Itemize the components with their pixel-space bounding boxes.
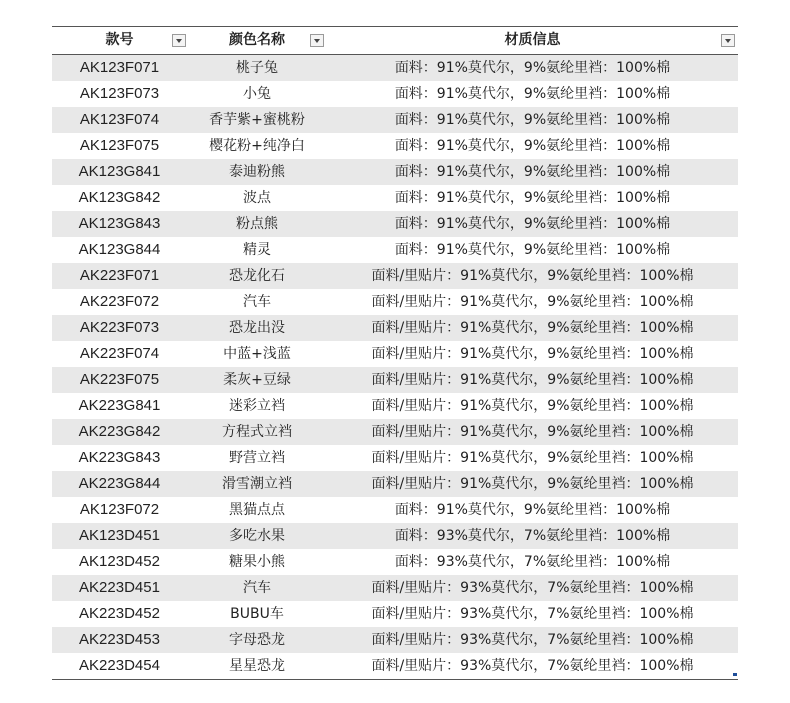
- cell-color-name[interactable]: 星星恐龙: [229, 658, 285, 674]
- cell-style-code[interactable]: AK223D453: [79, 631, 160, 648]
- table-row[interactable]: [52, 315, 738, 341]
- cell-color-name[interactable]: 野营立裆: [229, 450, 285, 466]
- table-row[interactable]: [52, 263, 738, 289]
- cell-material-info[interactable]: 面料：91%莫代尔，9%氨纶里裆：100%棉: [394, 216, 671, 232]
- cell-style-code[interactable]: AK223D452: [79, 605, 160, 622]
- table-row[interactable]: [52, 107, 738, 133]
- fill-handle[interactable]: [733, 673, 737, 676]
- table-row[interactable]: [52, 393, 738, 419]
- column-header-material[interactable]: 材质信息: [504, 32, 561, 48]
- table-row[interactable]: [52, 289, 738, 315]
- filter-dropdown-icon[interactable]: [721, 34, 735, 47]
- table-row[interactable]: [52, 419, 738, 445]
- cell-color-name[interactable]: 桃子兔: [236, 60, 278, 76]
- cell-style-code[interactable]: AK123D451: [79, 527, 160, 544]
- cell-color-name[interactable]: 粉点熊: [236, 216, 278, 232]
- table-row[interactable]: [52, 81, 738, 107]
- cell-style-code[interactable]: AK223G841: [78, 397, 161, 414]
- cell-style-code[interactable]: AK123F072: [79, 501, 160, 518]
- filter-dropdown-icon[interactable]: [310, 34, 324, 47]
- cell-material-info[interactable]: 面料：91%莫代尔，9%氨纶里裆：100%棉: [394, 138, 671, 154]
- cell-color-name[interactable]: 中蓝+浅蓝: [223, 346, 291, 362]
- cell-style-code[interactable]: AK223F075: [79, 371, 160, 388]
- cell-material-info[interactable]: 面料/里贴片：91%莫代尔，9%氨纶里裆：100%棉: [371, 294, 694, 310]
- cell-style-code[interactable]: AK123F075: [79, 137, 160, 154]
- table-row[interactable]: [52, 549, 738, 575]
- cell-color-name[interactable]: 迷彩立裆: [229, 398, 285, 414]
- table-row[interactable]: [52, 653, 738, 679]
- cell-style-code[interactable]: AK123G844: [78, 241, 161, 258]
- cell-material-info[interactable]: 面料/里贴片：93%莫代尔，7%氨纶里裆：100%棉: [371, 580, 694, 596]
- cell-color-name[interactable]: 樱花粉+纯净白: [209, 138, 305, 154]
- table-row[interactable]: [52, 601, 738, 627]
- cell-material-info[interactable]: 面料/里贴片：91%莫代尔，9%氨纶里裆：100%棉: [371, 320, 694, 336]
- cell-material-info[interactable]: 面料/里贴片：91%莫代尔，9%氨纶里裆：100%棉: [371, 268, 694, 284]
- table-row[interactable]: [52, 367, 738, 393]
- cell-style-code[interactable]: AK123G842: [78, 189, 161, 206]
- cell-style-code[interactable]: AK123F074: [79, 111, 160, 128]
- cell-material-info[interactable]: 面料/里贴片：91%莫代尔，9%氨纶里裆：100%棉: [371, 450, 694, 466]
- cell-style-code[interactable]: AK123G841: [78, 163, 161, 180]
- cell-style-code[interactable]: AK223F074: [79, 345, 160, 362]
- table-row[interactable]: [52, 445, 738, 471]
- table-header: [52, 26, 738, 55]
- cell-style-code[interactable]: AK223D451: [79, 579, 160, 596]
- table-row[interactable]: [52, 341, 738, 367]
- cell-color-name[interactable]: 汽车: [243, 294, 271, 310]
- table-row[interactable]: [52, 627, 738, 653]
- cell-material-info[interactable]: 面料：91%莫代尔，9%氨纶里裆：100%棉: [394, 190, 671, 206]
- cell-color-name[interactable]: 字母恐龙: [229, 632, 285, 648]
- cell-material-info[interactable]: 面料：93%莫代尔，7%氨纶里裆：100%棉: [394, 528, 671, 544]
- cell-material-info[interactable]: 面料：91%莫代尔，9%氨纶里裆：100%棉: [394, 502, 671, 518]
- table-row[interactable]: [52, 497, 738, 523]
- cell-material-info[interactable]: 面料/里贴片：91%莫代尔，9%氨纶里裆：100%棉: [371, 346, 694, 362]
- filter-dropdown-icon[interactable]: [172, 34, 186, 47]
- cell-color-name[interactable]: 柔灰+豆绿: [223, 372, 291, 388]
- column-header-color[interactable]: 颜色名称: [229, 32, 285, 48]
- table-bottom-border: [52, 679, 738, 680]
- cell-color-name[interactable]: 恐龙化石: [229, 268, 285, 284]
- table-row[interactable]: [52, 211, 738, 237]
- cell-style-code[interactable]: AK223F073: [79, 319, 160, 336]
- cell-style-code[interactable]: AK223G843: [78, 449, 161, 466]
- table-row[interactable]: [52, 159, 738, 185]
- cell-material-info[interactable]: 面料/里贴片：91%莫代尔，9%氨纶里裆：100%棉: [371, 424, 694, 440]
- cell-material-info[interactable]: 面料：91%莫代尔，9%氨纶里裆：100%棉: [394, 112, 671, 128]
- cell-color-name[interactable]: 泰迪粉熊: [229, 164, 285, 180]
- cell-color-name[interactable]: 滑雪潮立裆: [222, 476, 292, 492]
- table-row[interactable]: [52, 237, 738, 263]
- table-row[interactable]: [52, 133, 738, 159]
- cell-material-info[interactable]: 面料：91%莫代尔，9%氨纶里裆：100%棉: [394, 164, 671, 180]
- table-body: [52, 55, 738, 679]
- cell-color-name[interactable]: 香芋紫+蜜桃粉: [209, 112, 305, 128]
- cell-style-code[interactable]: AK223F071: [79, 267, 160, 284]
- cell-color-name[interactable]: 小兔: [243, 86, 271, 102]
- cell-style-code[interactable]: AK223G842: [78, 423, 161, 440]
- column-header-code[interactable]: 款号: [105, 32, 134, 48]
- cell-style-code[interactable]: AK223D454: [79, 657, 160, 674]
- table-row[interactable]: [52, 185, 738, 211]
- cell-material-info[interactable]: 面料/里贴片：93%莫代尔，7%氨纶里裆：100%棉: [371, 632, 694, 648]
- table-row[interactable]: [52, 55, 738, 81]
- cell-style-code[interactable]: AK123F071: [79, 59, 160, 76]
- cell-material-info[interactable]: 面料：91%莫代尔，9%氨纶里裆：100%棉: [394, 242, 671, 258]
- table-row[interactable]: [52, 523, 738, 549]
- cell-material-info[interactable]: 面料/里贴片：93%莫代尔，7%氨纶里裆：100%棉: [371, 658, 694, 674]
- spreadsheet-table: [52, 26, 738, 680]
- cell-color-name[interactable]: 汽车: [243, 580, 271, 596]
- cell-color-name[interactable]: 精灵: [243, 242, 271, 258]
- cell-style-code[interactable]: AK123G843: [78, 215, 161, 232]
- table-row[interactable]: [52, 575, 738, 601]
- cell-style-code[interactable]: AK223G844: [78, 475, 161, 492]
- cell-material-info[interactable]: 面料/里贴片：91%莫代尔，9%氨纶里裆：100%棉: [371, 372, 694, 388]
- cell-material-info[interactable]: 面料/里贴片：93%莫代尔，7%氨纶里裆：100%棉: [371, 606, 694, 622]
- cell-material-info[interactable]: 面料/里贴片：91%莫代尔，9%氨纶里裆：100%棉: [371, 476, 694, 492]
- cell-color-name[interactable]: 恐龙出没: [229, 320, 285, 336]
- cell-material-info[interactable]: 面料：91%莫代尔，9%氨纶里裆：100%棉: [394, 60, 671, 76]
- cell-color-name[interactable]: 方程式立裆: [222, 424, 292, 440]
- cell-style-code[interactable]: AK123D452: [79, 553, 160, 570]
- cell-material-info[interactable]: 面料：91%莫代尔，9%氨纶里裆：100%棉: [394, 86, 671, 102]
- cell-style-code[interactable]: AK223F072: [79, 293, 160, 310]
- cell-material-info[interactable]: 面料/里贴片：91%莫代尔，9%氨纶里裆：100%棉: [371, 398, 694, 414]
- cell-color-name[interactable]: BUBU车: [230, 606, 284, 622]
- cell-material-info[interactable]: 面料：93%莫代尔，7%氨纶里裆：100%棉: [394, 554, 671, 570]
- cell-color-name[interactable]: 黑猫点点: [229, 502, 285, 518]
- cell-color-name[interactable]: 糖果小熊: [229, 554, 285, 570]
- cell-style-code[interactable]: AK123F073: [79, 85, 160, 102]
- table-row[interactable]: [52, 471, 738, 497]
- cell-color-name[interactable]: 多吃水果: [229, 528, 285, 544]
- cell-color-name[interactable]: 波点: [243, 190, 271, 206]
